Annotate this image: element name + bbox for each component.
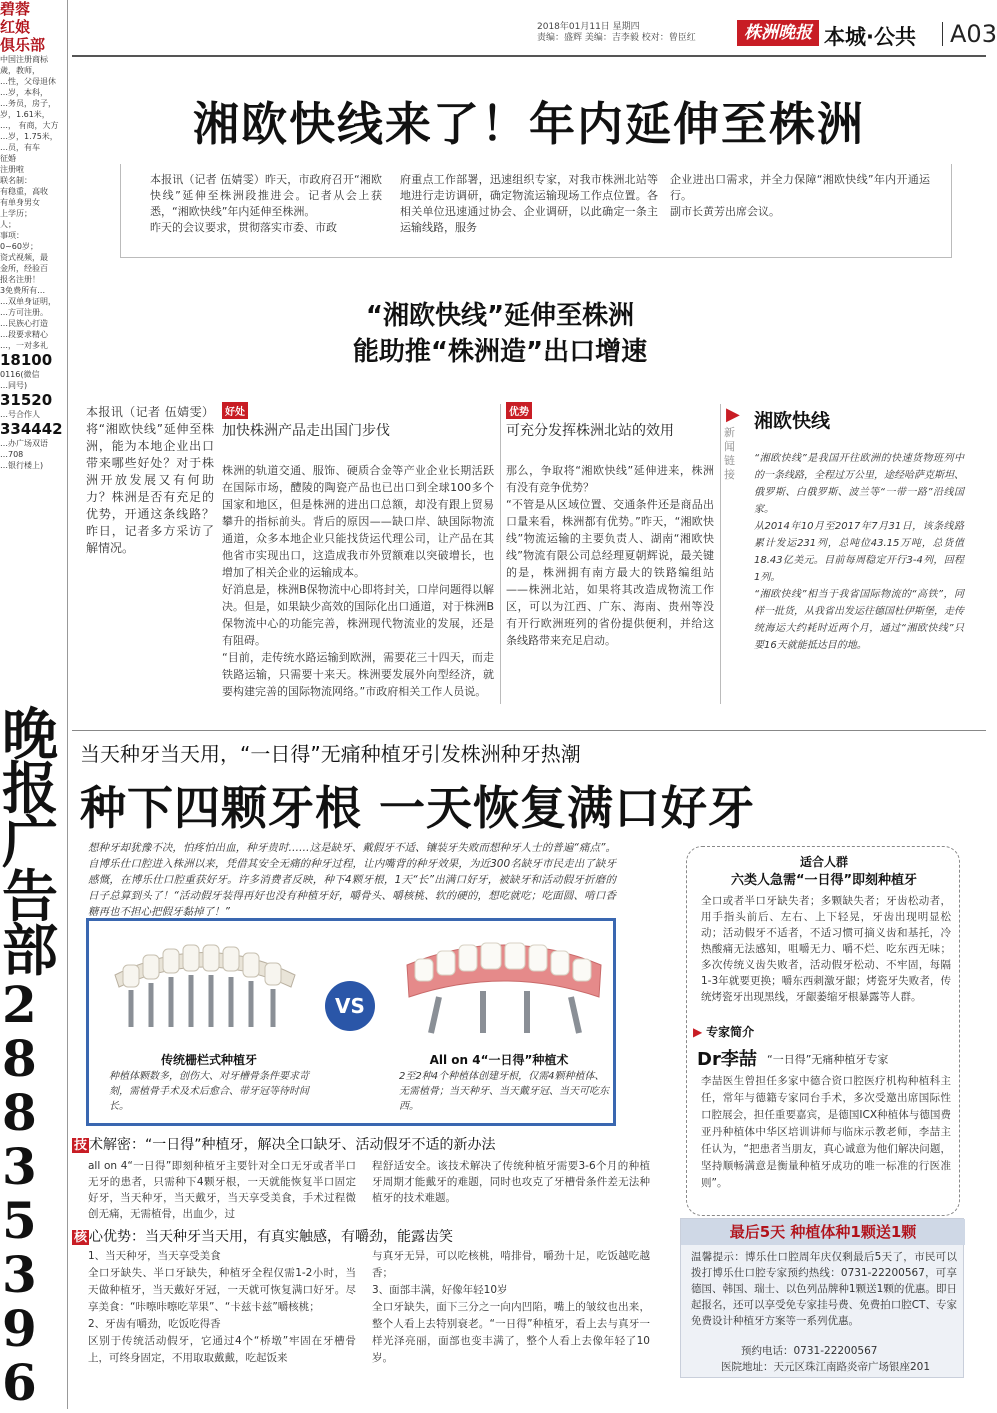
page-number: A03 xyxy=(950,20,997,48)
traditional-implant-illustration xyxy=(105,935,305,1045)
all-on-4-caption: All on 4“一日得”种植术 xyxy=(429,1053,569,1067)
traditional-implant-caption: 传统栅栏式种植牙 xyxy=(160,1053,257,1067)
target-group-box xyxy=(686,846,960,1216)
benefit-body: 株洲的轨道交通、服饰、硬质合金等产业企业长期活跃在国际市场，醴陵的陶瓷产品也已出口到全球100多个国家和地区，但是株洲的进出口总额，却没有跟上贸易攀升的指标前头。背后的原因——缺口岸、缺国际物流通道，众多本地企业只能找货运代理公司，让产品在其他省市实现出口，这造成我市外贸额难以突破增长，也增加了相关企业的运输成本。 好消息是，株洲B保物流中心即将封关，口岸问题得以解决。但是，如果缺少高效的国际化出口通道，对于株洲B保物流中心的功能完善，株洲现代物流业的发展，还是有阻碍。 “目前，走传统水路运输到欧洲，需要花三十四天，而走铁路运输，只需要十来天。株洲要发展外向型经济，就要构建完善的国际物流网络。”市政府相关工作人员说。 xyxy=(222,464,494,698)
news-link-title: 湘欧快线 xyxy=(754,410,831,432)
target-group-title: 适合人群 xyxy=(799,855,848,869)
ad-text-line: …性，父母退休 xyxy=(0,77,56,86)
ad-kicker: 当天种牙当天用，“一日得”无痛种植牙引发株洲种牙热潮 xyxy=(80,742,581,766)
ad-phone-line: 334442 xyxy=(0,420,63,438)
ad-big-char: 部 xyxy=(2,918,58,984)
sub-headline xyxy=(220,298,780,370)
ad-text-line: 事项： xyxy=(0,231,24,240)
ad-text-line: 征婚 xyxy=(0,154,16,163)
benefit-tag: 好处 xyxy=(222,402,248,419)
promo-phone: 预约电话：0731-22200567 xyxy=(741,1345,878,1357)
ad-phone-line: …同号) xyxy=(0,381,28,390)
story-intro: 本报讯（记者 伍婧雯）将“湘欧快线”延伸至株洲，能为本地企业出口带来哪些好处？对于株洲开放发展又有何助力？株洲是否有充足的优势，开通这条线路？昨日，记者多方采访了解情况。 xyxy=(86,405,214,555)
ad-text-line: 报名注册！ xyxy=(0,275,40,284)
core-body-left: 1、当天种牙，当天享受美食 全口牙缺失、半口牙缺失，种植牙全程仅需1-2小时，当天做种植牙，当天戴好牙冠，一天就可恢复满口好牙。尽享美食：“咔嚓咔嚓吃苹果”、“卡兹卡兹”嚼核桃； 2、牙齿有嚼劲，吃饭吃得香 区别于传统活动假牙，它通过4个“桥墩”牢固在牙槽骨上，可终身固定，不用取取戴戴，吃起饭来 xyxy=(88,1250,356,1364)
column-divider xyxy=(720,404,721,704)
ad-text-line: …方可注册。 xyxy=(0,308,48,317)
ad-text-line: 有稳重，高收 xyxy=(0,187,48,196)
ad-title-line: 碧蓉 xyxy=(0,0,31,18)
ad-big-char: 5 xyxy=(2,1191,37,1250)
arrow-icon: ▶ xyxy=(726,404,740,425)
tech-label: 技 xyxy=(74,1138,88,1153)
ad-phone-line: …银行楼上) xyxy=(0,461,44,470)
header-divider xyxy=(942,22,943,46)
implant-comparison-image xyxy=(86,918,616,1126)
ad-text-line: …，一对多礼 xyxy=(0,341,48,350)
ad-text-line: 上学历； xyxy=(0,209,32,218)
advantage-section-head xyxy=(506,404,716,440)
arrow-icon: ▶ xyxy=(693,1025,703,1039)
ad-text-line: 有单身男女 xyxy=(0,198,40,207)
ad-text-line: …双单身证明， xyxy=(0,297,56,306)
ad-text-line: 联名制： xyxy=(0,176,32,185)
vs-badge: VS xyxy=(325,981,375,1031)
ad-big-char: 3 xyxy=(2,1245,37,1304)
ad-text-line: …岁，1.75米， xyxy=(0,132,58,141)
ad-text-line: …民族心打造 xyxy=(0,319,48,328)
promo-text: 温馨提示：博乐仕口腔周年庆仅剩最后5天了，市民可以拨打博乐仕口腔专家预约热线：0731-22200567，可享德国、韩国、瑞士、以色列品牌种1颗送1颗的优惠。即日起报名，还可以享受免专家挂号费、免费拍口腔CT、专家免费设计种植牙方案等一系列优惠。 xyxy=(691,1251,957,1327)
ad-headline: 种下四颗牙根 一天恢复满口好牙 xyxy=(80,781,756,835)
ad-big-char: 3 xyxy=(2,1137,37,1196)
ad-phone-line: 31520 xyxy=(0,391,53,409)
tech-body-right: 程舒适安全。该技术解决了传统种植牙需要3-6个月的种植牙周期才能戴牙的难题，同时也攻克了牙槽骨条件差无法种植牙的技术难题。 xyxy=(372,1160,650,1204)
ad-big-char: 8 xyxy=(2,1083,37,1142)
promo-headline: 最后5天 种植体种1颗送1颗 xyxy=(681,1219,965,1245)
ad-text-line: 人； xyxy=(0,220,16,229)
target-group-body: 全口或者半口牙缺失者；多颗缺失者；牙齿松动者，用手指头前后、左右、上下轻晃，牙齿出现明显松动；活动假牙不适者，不适习惯可摘义齿和基托，冷热酸痛无法感知，咀嚼无力、嚼不烂、吃东西无味；多次传统义齿失败者，活动假牙松动、不牢固，每隔1-3年就要更换；嚼东西刺激牙龈；烤瓷牙失败者，传统烤瓷牙出现黑线，牙龈萎缩牙根暴露等人群。 xyxy=(701,895,951,1003)
doctor-title: “一日得”无痛种植牙专家 xyxy=(767,1053,889,1066)
tech-body-left: all on 4“一日得”即刻种植牙主要针对全口无牙或者半口无牙的患者，只需种下4颗牙根，一天就能恢复半口固定好牙，当天种牙，当天戴牙，当天享受美食，手术过程微创无痛，无需植骨，出血少，过 xyxy=(88,1160,356,1220)
ad-big-char: 9 xyxy=(2,1299,37,1358)
news-link-tag: 新闻链接 xyxy=(724,426,735,481)
all-on-4-illustration xyxy=(399,935,609,1045)
lead-paragraph-3: 企业进出口需求，并全力保障“湘欧快线”年内开通运行。 副市长黄芳出席会议。 xyxy=(670,173,930,218)
promo-box xyxy=(680,1218,964,1378)
newspaper-logo: 株洲晚报 xyxy=(737,20,819,46)
ad-intro: 想种牙却犹豫不决，怕疼怕出血，种牙贵时……这是缺牙、戴假牙不适、镶装牙失败而想种牙人士的普遍“痛点”。自博乐仕口腔进入株洲以来，凭借其安全无痛的种牙过程，让内嘴背的种牙效果，为近300名缺牙市民走出了缺牙感慨，在博乐仕口腔重获好牙。许多消费者反映，种下4颗牙根，1天“长”出满口好牙，被缺牙和活动假牙折磨的日子总算到头了！“活动假牙装得再好也没有种植牙好，嚼骨头、嚼核桃、软的硬的，想吃就吃；吃面圆、啃口香糖再也不担心把假牙黏掉了！” xyxy=(88,842,616,918)
lead-paragraph-2: 府重点工作部署，迅速组织专家，对我市株洲北站等地进行走访调研，确定物流运输现场工作点位置。各相关单位迅速通过协会、企业调研，以此确定一条主运输线路，服务 xyxy=(400,173,658,234)
ad-text-line: 注册啦 xyxy=(0,165,24,174)
ad-title-line: 俱乐部 xyxy=(0,36,46,54)
ad-text-line: 金所，经验百 xyxy=(0,264,48,273)
promo-address: 医院地址：天元区珠江南路炎帝广场银座201 xyxy=(721,1361,931,1373)
ad-text-line: 资式视频，最 xyxy=(0,253,48,262)
ad-phone-line: …办广场双语 xyxy=(0,439,48,448)
ad-text-line: …员，有车 xyxy=(0,143,40,152)
advantage-body: 那么，争取将“湘欧快线”延伸进来，株洲有没有竞争优势？ “不管是从区域位置、交通条件还是商品出口量来看，株洲都有优势。”昨天，“湘欧快线”物流运输的主要负责人、湖南“湘欧快线”物流有限公司总经理夏朝辉说，最关键的是，株洲拥有南方最大的铁路编组站——株洲北站，如果将其改造成物流工作区，可以为江西、广东、海南、贵州等没有开行欧洲班列的省份提供便利，并给这条线路带来充足启动。 xyxy=(506,464,714,647)
ad-text-line: …岁，本科， xyxy=(0,88,48,97)
core-heading: 心优势：当天种牙当天用，有真实触感，有嚼劲，能露齿笑 xyxy=(89,1229,454,1245)
issue-date: 2018年01月11日 星期四 责编：盛辉 美编：吉李毅 校对：曾臣红 xyxy=(537,22,696,43)
ad-title-line: 红娘 xyxy=(0,18,31,36)
ad-text-line: …段要求精心 xyxy=(0,330,48,339)
traditional-implant-desc: 种植体颗数多，创伤大、对牙槽骨条件要求苛刻，需植骨手术及术后愈合、带牙冠等待时间长。 xyxy=(109,1071,309,1112)
benefit-section-head xyxy=(222,404,482,440)
ad-big-char: 报 xyxy=(2,756,58,822)
doctor-bio: 李喆医生曾担任多家中德合资口腔医疗机构种植科主任，常年与德籍专家同台手术，多次受邀出席国际性口腔展会，担任重要嘉宾，是德国ICX种植体与德国费亚丹种植体中华区培训讲师与临床示教老师，李喆主任认为，“把患者当朋友，真心诚意为他们解决问题，坚持顺畅满意是衡量种植牙成功的唯一标准的行医准则”。 xyxy=(701,1075,951,1189)
ad-big-char: 6 xyxy=(2,1353,37,1412)
ad-text-line: 中国注册商标 xyxy=(0,55,48,64)
ad-text-line: …， 有商，大方 xyxy=(0,121,59,130)
core-body-right: 与真牙无异，可以吃核桃，啃排骨，嚼劲十足，吃饭越吃越香； 3、面部丰满，好像年轻10岁 全口牙缺失，面下三分之一向内凹陷，嘴上的皱纹也出来，整个人看上去特别衰老。“一日得”种植牙，看上去与真牙一样光泽亮丽，面部也变丰满了，整个人看上去像年轻了10岁。 xyxy=(372,1250,650,1364)
ad-big-char: 告 xyxy=(2,864,58,930)
sub-headline-line-1: “湘欧快线”延伸至株洲 xyxy=(365,301,635,331)
left-ad-strip xyxy=(0,0,68,1412)
ad-phone-line: …708 xyxy=(0,450,24,459)
ad-big-char: 广 xyxy=(2,810,58,876)
matchmaker-ad xyxy=(0,0,68,471)
ad-big-char: 晚 xyxy=(2,702,58,768)
column-divider xyxy=(500,404,501,704)
ad-phone-line: 0116(微信 xyxy=(0,370,40,379)
ad-text-line: 3免费所有… xyxy=(0,286,46,295)
ad-text-line: …务员，房子， xyxy=(0,99,56,108)
main-headline: 湘欧快线来了！年内延伸至株洲 xyxy=(193,97,865,151)
page-header xyxy=(72,18,997,54)
header-rule xyxy=(72,55,986,57)
ad-phone-line: 18100 xyxy=(0,351,53,369)
section-name: 本城·公共 xyxy=(824,25,916,49)
ad-big-char: 8 xyxy=(2,1029,37,1088)
ad-text-line: 岁，1.61米， xyxy=(0,110,50,119)
advantage-tag: 优势 xyxy=(506,402,532,419)
tech-heading: 术解密：“一日得”种植牙，解决全口缺牙、活动假牙不适的新办法 xyxy=(89,1137,496,1153)
core-label: 核 xyxy=(74,1230,88,1245)
benefit-heading: 加快株洲产品走出国门步伐 xyxy=(222,423,390,439)
target-group-subtitle: 六类人急需“一日得”即刻种植牙 xyxy=(730,873,918,888)
expert-label: ▶ 专家简介 xyxy=(693,1025,755,1039)
advantage-heading: 可充分发挥株洲北站的效用 xyxy=(506,423,674,439)
lead-paragraph-1: 本报讯（记者 伍婧雯）昨天，市政府召开“湘欧快线”延伸至株洲段推进会。记者从会上获悉，“湘欧快线”年内延伸至株洲。 昨天的会议要求，贯彻落实市委、市政 xyxy=(150,173,382,234)
all-on-4-desc: 2至2种4个种植体创建牙根，仅需4颗种植体、无需植骨；当天种牙、当天戴牙冠、当天可吃东西。 xyxy=(399,1071,609,1112)
doctor-name: Dr李喆 xyxy=(697,1049,757,1070)
ad-text-line: 0~60岁； xyxy=(0,242,38,251)
tech-section-head xyxy=(72,1134,672,1154)
sub-headline-line-2: 能助推“株洲造”出口增速 xyxy=(352,337,648,367)
section-divider xyxy=(72,730,986,731)
ad-phone-line: …号合作人 xyxy=(0,410,40,419)
ad-big-char: 2 xyxy=(2,975,37,1034)
news-link-body: “湘欧快线”是我国开往欧洲的快速货物班列中的一条线路，全程过万公里，途经哈萨克斯坦、俄罗斯、白俄罗斯、波兰等“一带一路”沿线国家。 从2014年10月至2017年7月31日，该条线路累计发运231列，总吨位43.15万吨，总货值18.43亿美元。目前每周稳定开行3-4列，回程1列。 “湘欧快线”相当于我省国际物流的“高铁”，同样一批货，从我省出发运往德国杜伊斯堡，走传统海运大约耗时近两个月，通过“湘欧快线”只要16天就能抵达目的地。 xyxy=(754,453,964,651)
ad-text-line: 歲，教师， xyxy=(0,66,40,75)
core-section-head xyxy=(72,1226,672,1246)
